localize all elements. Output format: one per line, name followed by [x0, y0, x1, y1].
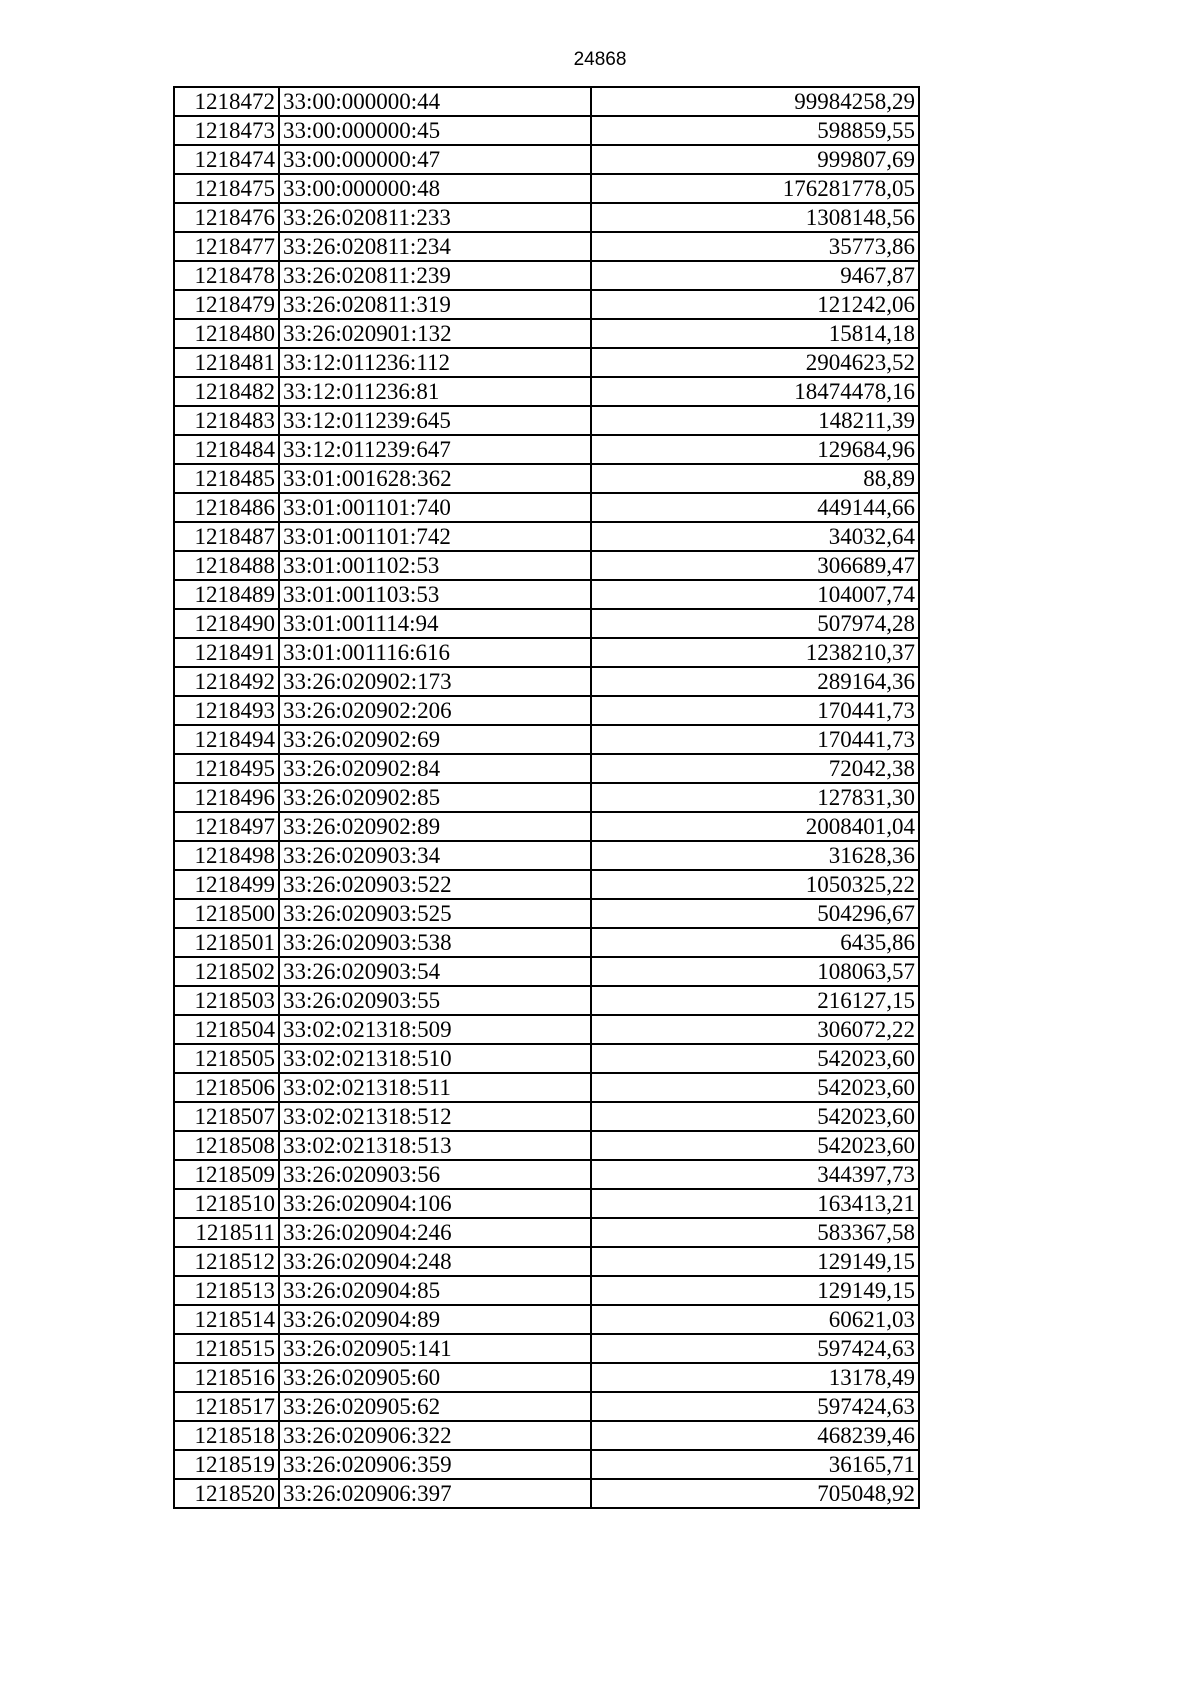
- row-number-cell: 1218483: [174, 406, 279, 435]
- cadastral-number-cell: 33:26:020903:525: [279, 899, 591, 928]
- cadastral-number-cell: 33:26:020904:246: [279, 1218, 591, 1247]
- cadastral-number-cell: 33:26:020902:173: [279, 667, 591, 696]
- row-number-cell: 1218484: [174, 435, 279, 464]
- cadastral-number-cell: 33:26:020906:322: [279, 1421, 591, 1450]
- row-number-cell: 1218508: [174, 1131, 279, 1160]
- cadastral-number-cell: 33:26:020903:522: [279, 870, 591, 899]
- table-row: [174, 319, 919, 348]
- cadastral-number-cell: 33:26:020906:397: [279, 1479, 591, 1508]
- row-number-cell: 1218489: [174, 580, 279, 609]
- row-number-cell: 1218500: [174, 899, 279, 928]
- value-cell: 121242,06: [591, 290, 919, 319]
- table-row: [174, 841, 919, 870]
- table-row: [174, 986, 919, 1015]
- table-row: [174, 783, 919, 812]
- cadastral-number-cell: 33:00:000000:47: [279, 145, 591, 174]
- cadastral-number-cell: 33:26:020901:132: [279, 319, 591, 348]
- table-row: [174, 1160, 919, 1189]
- value-cell: 598859,55: [591, 116, 919, 145]
- table-row: [174, 1044, 919, 1073]
- table-row: [174, 928, 919, 957]
- value-cell: 104007,74: [591, 580, 919, 609]
- table-row: [174, 261, 919, 290]
- cadastral-number-cell: 33:02:021318:513: [279, 1131, 591, 1160]
- table-row: [174, 232, 919, 261]
- row-number-cell: 1218474: [174, 145, 279, 174]
- value-cell: 15814,18: [591, 319, 919, 348]
- table-row: [174, 1189, 919, 1218]
- value-cell: 1308148,56: [591, 203, 919, 232]
- cadastral-value-table: [173, 86, 920, 1509]
- cadastral-number-cell: 33:26:020903:34: [279, 841, 591, 870]
- value-cell: 35773,86: [591, 232, 919, 261]
- value-cell: 13178,49: [591, 1363, 919, 1392]
- row-number-cell: 1218503: [174, 986, 279, 1015]
- cadastral-number-cell: 33:26:020902:84: [279, 754, 591, 783]
- value-cell: 129149,15: [591, 1247, 919, 1276]
- value-cell: 542023,60: [591, 1044, 919, 1073]
- table-row: [174, 899, 919, 928]
- value-cell: 163413,21: [591, 1189, 919, 1218]
- table-row: [174, 1334, 919, 1363]
- row-number-cell: 1218504: [174, 1015, 279, 1044]
- table-row: [174, 145, 919, 174]
- value-cell: 583367,58: [591, 1218, 919, 1247]
- table-row: [174, 1421, 919, 1450]
- row-number-cell: 1218491: [174, 638, 279, 667]
- row-number-cell: 1218498: [174, 841, 279, 870]
- table-row: [174, 464, 919, 493]
- value-cell: 127831,30: [591, 783, 919, 812]
- value-cell: 449144,66: [591, 493, 919, 522]
- cadastral-number-cell: 33:26:020905:62: [279, 1392, 591, 1421]
- row-number-cell: 1218513: [174, 1276, 279, 1305]
- row-number-cell: 1218488: [174, 551, 279, 580]
- value-cell: 705048,92: [591, 1479, 919, 1508]
- table-row: [174, 754, 919, 783]
- cadastral-number-cell: 33:01:001116:616: [279, 638, 591, 667]
- value-cell: 542023,60: [591, 1131, 919, 1160]
- table-row: [174, 1305, 919, 1334]
- cadastral-number-cell: 33:26:020904:106: [279, 1189, 591, 1218]
- row-number-cell: 1218487: [174, 522, 279, 551]
- cadastral-number-cell: 33:26:020902:89: [279, 812, 591, 841]
- cadastral-number-cell: 33:00:000000:48: [279, 174, 591, 203]
- row-number-cell: 1218486: [174, 493, 279, 522]
- table-row: [174, 957, 919, 986]
- row-number-cell: 1218492: [174, 667, 279, 696]
- row-number-cell: 1218496: [174, 783, 279, 812]
- table-row: [174, 1247, 919, 1276]
- value-cell: 306689,47: [591, 551, 919, 580]
- row-number-cell: 1218481: [174, 348, 279, 377]
- value-cell: 468239,46: [591, 1421, 919, 1450]
- row-number-cell: 1218475: [174, 174, 279, 203]
- table-row: [174, 1218, 919, 1247]
- cadastral-number-cell: 33:01:001628:362: [279, 464, 591, 493]
- table-row: [174, 1479, 919, 1508]
- cadastral-number-cell: 33:02:021318:511: [279, 1073, 591, 1102]
- table-row: [174, 551, 919, 580]
- cadastral-number-cell: 33:12:011236:81: [279, 377, 591, 406]
- cadastral-number-cell: 33:02:021318:510: [279, 1044, 591, 1073]
- value-cell: 88,89: [591, 464, 919, 493]
- cadastral-number-cell: 33:01:001103:53: [279, 580, 591, 609]
- row-number-cell: 1218507: [174, 1102, 279, 1131]
- table-row: [174, 667, 919, 696]
- cadastral-number-cell: 33:26:020902:206: [279, 696, 591, 725]
- value-cell: 542023,60: [591, 1073, 919, 1102]
- table-row: [174, 174, 919, 203]
- row-number-cell: 1218517: [174, 1392, 279, 1421]
- value-cell: 507974,28: [591, 609, 919, 638]
- value-cell: 36165,71: [591, 1450, 919, 1479]
- row-number-cell: 1218477: [174, 232, 279, 261]
- row-number-cell: 1218479: [174, 290, 279, 319]
- table-row: [174, 696, 919, 725]
- cadastral-number-cell: 33:26:020811:234: [279, 232, 591, 261]
- cadastral-number-cell: 33:26:020902:85: [279, 783, 591, 812]
- cadastral-number-cell: 33:01:001101:740: [279, 493, 591, 522]
- value-cell: 1050325,22: [591, 870, 919, 899]
- value-cell: 6435,86: [591, 928, 919, 957]
- table-row: [174, 522, 919, 551]
- value-cell: 60621,03: [591, 1305, 919, 1334]
- table-row: [174, 116, 919, 145]
- value-cell: 1238210,37: [591, 638, 919, 667]
- row-number-cell: 1218512: [174, 1247, 279, 1276]
- cadastral-number-cell: 33:26:020904:248: [279, 1247, 591, 1276]
- value-cell: 2904623,52: [591, 348, 919, 377]
- value-cell: 34032,64: [591, 522, 919, 551]
- table-row: [174, 1276, 919, 1305]
- row-number-cell: 1218520: [174, 1479, 279, 1508]
- row-number-cell: 1218511: [174, 1218, 279, 1247]
- cadastral-number-cell: 33:26:020811:239: [279, 261, 591, 290]
- row-number-cell: 1218501: [174, 928, 279, 957]
- value-cell: 999807,69: [591, 145, 919, 174]
- cadastral-number-cell: 33:00:000000:45: [279, 116, 591, 145]
- table-row: [174, 609, 919, 638]
- table-row: [174, 1363, 919, 1392]
- cadastral-number-cell: 33:01:001102:53: [279, 551, 591, 580]
- cadastral-number-cell: 33:26:020903:538: [279, 928, 591, 957]
- value-cell: 129684,96: [591, 435, 919, 464]
- value-cell: 99984258,29: [591, 87, 919, 116]
- table-row: [174, 1073, 919, 1102]
- value-cell: 306072,22: [591, 1015, 919, 1044]
- row-number-cell: 1218506: [174, 1073, 279, 1102]
- cadastral-number-cell: 33:26:020905:60: [279, 1363, 591, 1392]
- value-cell: 344397,73: [591, 1160, 919, 1189]
- cadastral-number-cell: 33:12:011239:647: [279, 435, 591, 464]
- table-row: [174, 725, 919, 754]
- table-row: [174, 87, 919, 116]
- table-row: [174, 1131, 919, 1160]
- table-row: [174, 580, 919, 609]
- cadastral-number-cell: 33:12:011239:645: [279, 406, 591, 435]
- row-number-cell: 1218518: [174, 1421, 279, 1450]
- table-row: [174, 377, 919, 406]
- cadastral-number-cell: 33:26:020904:89: [279, 1305, 591, 1334]
- table-row: [174, 348, 919, 377]
- row-number-cell: 1218497: [174, 812, 279, 841]
- value-cell: 289164,36: [591, 667, 919, 696]
- value-cell: 72042,38: [591, 754, 919, 783]
- table-row: [174, 1392, 919, 1421]
- table-row: [174, 870, 919, 899]
- cadastral-number-cell: 33:00:000000:44: [279, 87, 591, 116]
- table-row: [174, 1102, 919, 1131]
- cadastral-number-cell: 33:26:020905:141: [279, 1334, 591, 1363]
- value-cell: 170441,73: [591, 725, 919, 754]
- page-number: 24868: [573, 49, 627, 70]
- table-row: [174, 1015, 919, 1044]
- row-number-cell: 1218516: [174, 1363, 279, 1392]
- cadastral-number-cell: 33:12:011236:112: [279, 348, 591, 377]
- row-number-cell: 1218510: [174, 1189, 279, 1218]
- row-number-cell: 1218472: [174, 87, 279, 116]
- cadastral-number-cell: 33:26:020906:359: [279, 1450, 591, 1479]
- table-row: [174, 493, 919, 522]
- table-row: [174, 435, 919, 464]
- value-cell: 18474478,16: [591, 377, 919, 406]
- table-row: [174, 1450, 919, 1479]
- table-row: [174, 638, 919, 667]
- row-number-cell: 1218493: [174, 696, 279, 725]
- row-number-cell: 1218480: [174, 319, 279, 348]
- row-number-cell: 1218499: [174, 870, 279, 899]
- value-cell: 597424,63: [591, 1392, 919, 1421]
- cadastral-number-cell: 33:26:020903:55: [279, 986, 591, 1015]
- table-body: [174, 87, 919, 1508]
- cadastral-number-cell: 33:26:020904:85: [279, 1276, 591, 1305]
- value-cell: 597424,63: [591, 1334, 919, 1363]
- row-number-cell: 1218478: [174, 261, 279, 290]
- value-cell: 542023,60: [591, 1102, 919, 1131]
- cadastral-number-cell: 33:02:021318:509: [279, 1015, 591, 1044]
- row-number-cell: 1218515: [174, 1334, 279, 1363]
- cadastral-number-cell: 33:26:020811:233: [279, 203, 591, 232]
- cadastral-number-cell: 33:26:020903:56: [279, 1160, 591, 1189]
- table-row: [174, 812, 919, 841]
- table-row: [174, 290, 919, 319]
- value-cell: 108063,57: [591, 957, 919, 986]
- row-number-cell: 1218495: [174, 754, 279, 783]
- value-cell: 9467,87: [591, 261, 919, 290]
- value-cell: 2008401,04: [591, 812, 919, 841]
- table-row: [174, 406, 919, 435]
- value-cell: 129149,15: [591, 1276, 919, 1305]
- cadastral-number-cell: 33:01:001114:94: [279, 609, 591, 638]
- row-number-cell: 1218494: [174, 725, 279, 754]
- value-cell: 148211,39: [591, 406, 919, 435]
- row-number-cell: 1218514: [174, 1305, 279, 1334]
- row-number-cell: 1218485: [174, 464, 279, 493]
- row-number-cell: 1218482: [174, 377, 279, 406]
- row-number-cell: 1218476: [174, 203, 279, 232]
- cadastral-number-cell: 33:26:020903:54: [279, 957, 591, 986]
- cadastral-number-cell: 33:26:020902:69: [279, 725, 591, 754]
- row-number-cell: 1218502: [174, 957, 279, 986]
- value-cell: 216127,15: [591, 986, 919, 1015]
- row-number-cell: 1218505: [174, 1044, 279, 1073]
- value-cell: 176281778,05: [591, 174, 919, 203]
- row-number-cell: 1218473: [174, 116, 279, 145]
- value-cell: 504296,67: [591, 899, 919, 928]
- row-number-cell: 1218509: [174, 1160, 279, 1189]
- table-row: [174, 203, 919, 232]
- row-number-cell: 1218490: [174, 609, 279, 638]
- value-cell: 170441,73: [591, 696, 919, 725]
- cadastral-number-cell: 33:02:021318:512: [279, 1102, 591, 1131]
- cadastral-number-cell: 33:26:020811:319: [279, 290, 591, 319]
- value-cell: 31628,36: [591, 841, 919, 870]
- cadastral-number-cell: 33:01:001101:742: [279, 522, 591, 551]
- row-number-cell: 1218519: [174, 1450, 279, 1479]
